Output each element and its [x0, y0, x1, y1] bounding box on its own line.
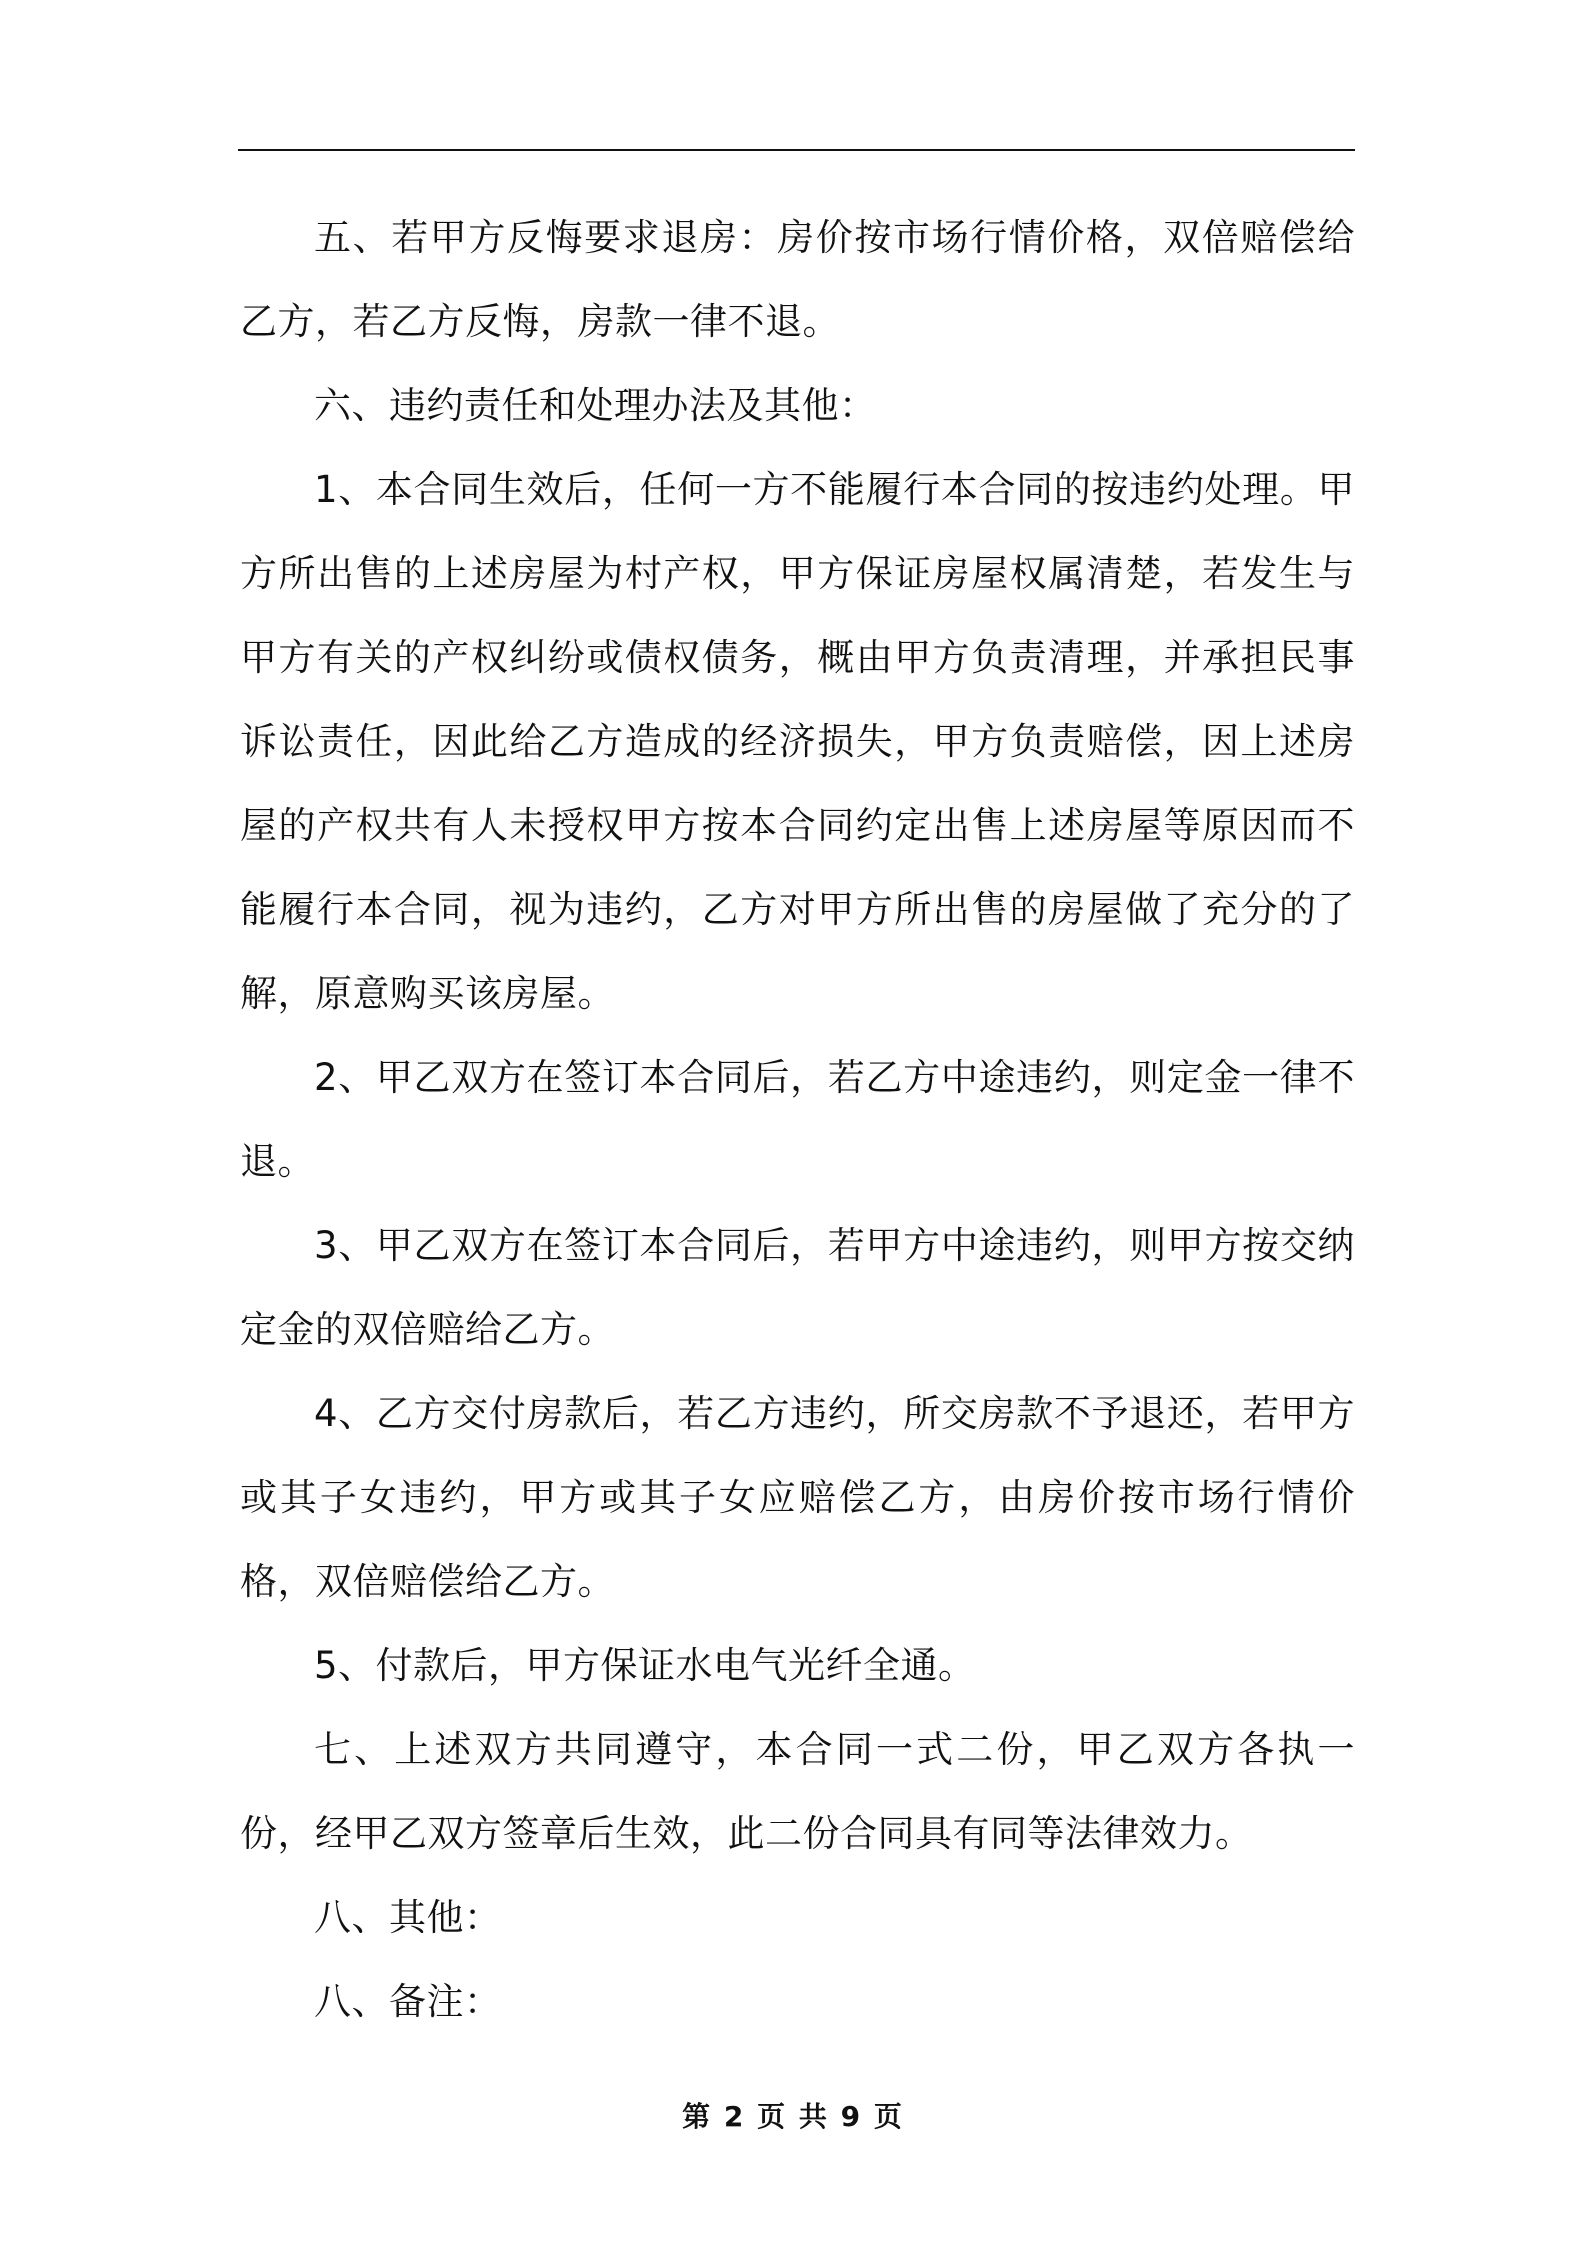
paragraph-section-remarks: 八、备注： — [314, 1980, 502, 2023]
paragraph-refund-clause: 五、若甲方反悔要求退房：房价按市场行情价格，双倍赔偿给乙方，若乙方反悔，房款一律不退。 — [240, 216, 1355, 343]
paragraph-clause-4: 4、乙方交付房款后，若乙方违约，所交房款不予退还，若甲方或其子女违约，甲方或其子女应赔偿乙方，由房价按市场行情价格，双倍赔偿给乙方。 — [240, 1392, 1355, 1603]
page-number-footer: 第 2 页 共 9 页 — [682, 2100, 904, 2133]
paragraph-clause-5: 5、付款后，甲方保证水电气光纤全通。 — [314, 1644, 976, 1687]
paragraph-clause-3: 3、甲乙双方在签订本合同后，若甲方中途违约，则甲方按交纳定金的双倍赔给乙方。 — [240, 1224, 1355, 1351]
paragraph-clause-2: 2、甲乙双方在签订本合同后，若乙方中途违约，则定金一律不退。 — [240, 1056, 1355, 1183]
document-body — [240, 196, 1355, 2044]
paragraph-section-7: 七、上述双方共同遵守，本合同一式二份，甲乙双方各执一份，经甲乙双方签章后生效，此二份合同具有同等法律效力。 — [240, 1728, 1355, 1855]
paragraph-section-other: 八、其他： — [314, 1896, 502, 1939]
header-divider — [238, 149, 1355, 151]
paragraph-clause-1: 1、本合同生效后，任何一方不能履行本合同的按违约处理。甲方所出售的上述房屋为村产权，甲方保证房屋权属清楚，若发生与甲方有关的产权纠纷或债权债务，概由甲方负责清理，并承担民事诉讼责任，因此给乙方造成的经济损失，甲方负责赔偿，因上述房屋的产权共有人未授权甲方按本合同约定出售上述房屋等原因而不能履行本合同，视为违约，乙方对甲方所出售的房屋做了充分的了解，原意购买该房屋。 — [240, 468, 1355, 1015]
paragraph-breach-heading: 六、违约责任和处理办法及其他： — [314, 384, 877, 427]
